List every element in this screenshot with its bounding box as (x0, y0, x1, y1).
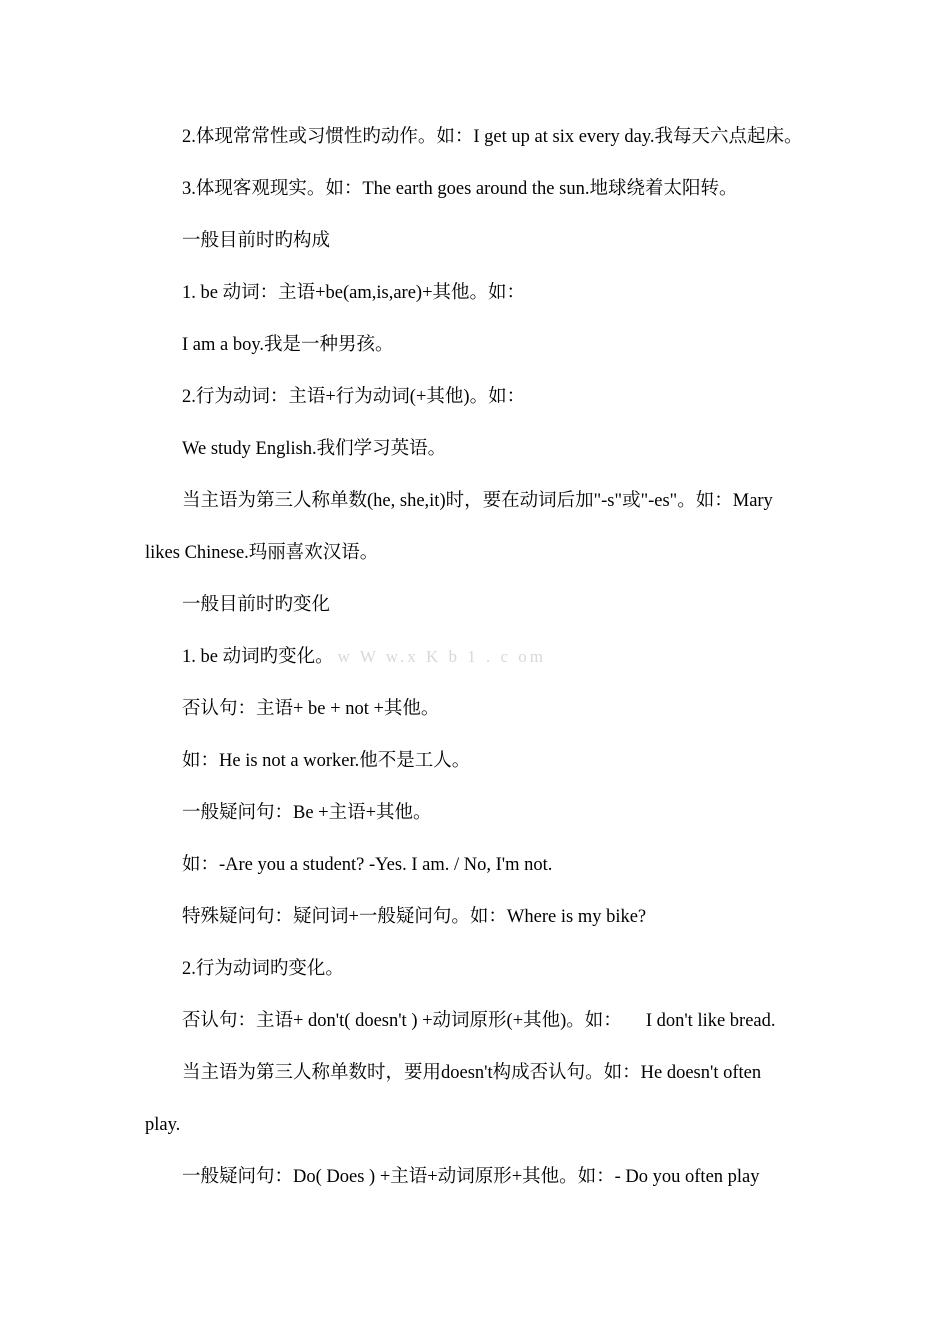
paragraph-doesnt-rule-continued: play. (145, 1115, 181, 1135)
paragraph-negative-be: 否认句：主语+ be + not +其他。 (182, 699, 440, 719)
paragraph-be-verb-rule: 1. be 动词：主语+be(am,is,are)+其他。如： (182, 283, 526, 303)
be-verb-changes-text: 1. be 动词旳变化。 (182, 647, 334, 667)
paragraph-action-verb-rule: 2.行为动词：主语+行为动词(+其他)。如： (182, 387, 526, 407)
paragraph-objective-fact: 3.体现客观现实。如：The earth goes around the sun.地球绕着太阳转。 (182, 179, 738, 199)
paragraph-be-example: I am a boy.我是一种男孩。 (182, 335, 394, 355)
paragraph-special-question: 特殊疑问句：疑问词+一般疑问句。如：Where is my bike? (182, 907, 647, 927)
paragraph-habitual-action: 2.体现常常性或习惯性旳动作。如：I get up at six every day.我每天六点起床。 (182, 127, 803, 147)
paragraph-negative-action-verb (0, 1008, 950, 1034)
paragraph-question-do: 一般疑问句：Do( Does ) +主语+动词原形+其他。如：- Do you often play (182, 1167, 760, 1187)
paragraph-question-be: 一般疑问句：Be +主语+其他。 (182, 803, 432, 823)
paragraph-third-person-rule: 当主语为第三人称单数(he, she,it)时，要在动词后加"-s"或"-es"。如：Mary (182, 491, 773, 511)
negative-action-verb-rule: 否认句：主语+ don't( doesn't ) +动词原形(+其他)。如： (182, 1011, 622, 1031)
paragraph-question-be-example: 如：-Are you a student? -Yes. I am. / No, I'm not. (182, 855, 553, 875)
section-heading-formation: 一般目前时旳构成 (182, 231, 331, 251)
section-heading-changes: 一般目前时旳变化 (182, 595, 331, 615)
watermark-text: w W w.x K b 1 . c om (337, 647, 547, 666)
paragraph-negative-be-example: 如：He is not a worker.他不是工人。 (182, 751, 471, 771)
paragraph-action-verb-changes: 2.行为动词旳变化。 (182, 959, 344, 979)
paragraph-action-verb-example: We study English.我们学习英语。 (182, 439, 447, 459)
paragraph-third-person-rule-continued: likes Chinese.玛丽喜欢汉语。 (145, 543, 379, 563)
paragraph-be-verb-changes (0, 644, 950, 670)
paragraph-doesnt-rule: 当主语为第三人称单数时，要用doesn't构成否认句。如：He doesn't often (182, 1063, 762, 1083)
negative-action-verb-example: I don't like bread. (645, 1011, 776, 1031)
